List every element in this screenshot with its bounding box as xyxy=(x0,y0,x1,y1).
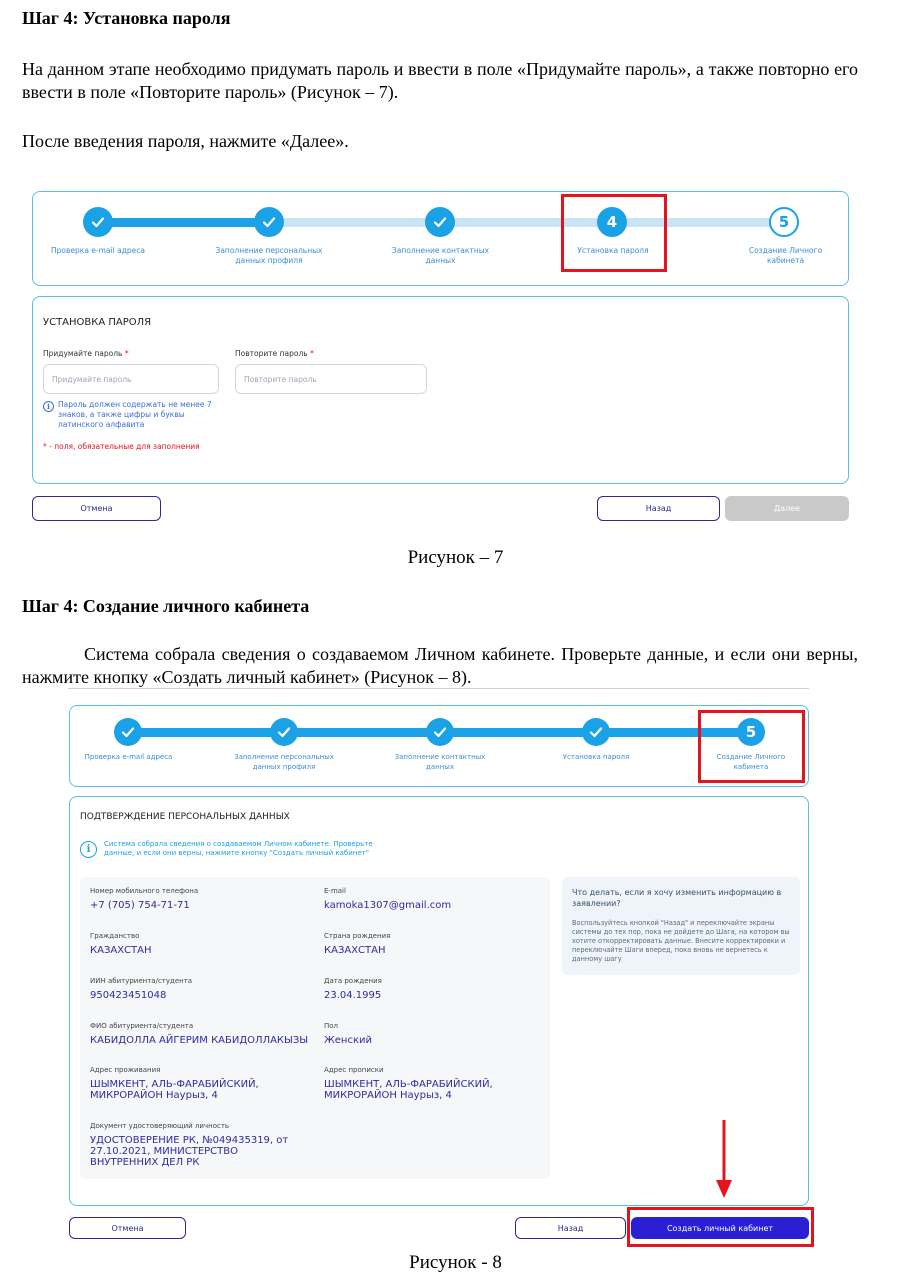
required-note: * - поля, обязательные для заполнения xyxy=(43,442,200,451)
paragraph-cabinet-intro: Система собрала сведения о создаваемом Личном кабинете. Проверьте данные, и если они верны, нажмите кнопку «Создать личный кабинет» (Рисунок – 8). xyxy=(22,644,858,687)
citizenship-value: КАЗАХСТАН xyxy=(90,945,152,956)
repeat-password-label-text: Повторите пароль xyxy=(235,349,308,358)
password-label xyxy=(43,349,129,358)
highlight-box-create xyxy=(627,1207,814,1247)
cancel-button[interactable]: Отмена xyxy=(32,496,161,521)
email-label: E-mail xyxy=(324,887,346,895)
repeat-required-mark: * xyxy=(310,349,314,358)
back-button[interactable]: Назад xyxy=(597,496,720,521)
gender-value: Женский xyxy=(324,1035,372,1046)
document-value: УДОСТОВЕРЕНИЕ РК, №049435319, от 27.10.2021, МИНИСТЕРСТВО ВНУТРЕННИХ ДЕЛ РК xyxy=(90,1135,289,1168)
step-2-check-icon xyxy=(254,207,284,237)
help-box xyxy=(562,877,800,975)
password-input[interactable]: Придумайте пароль xyxy=(43,364,219,394)
step-1-label-2: Проверка e-mail адреса xyxy=(84,753,173,761)
repeat-password-input[interactable]: Повторите пароль xyxy=(235,364,427,394)
step-4-number: 4 xyxy=(597,207,627,237)
heading-step4-password: Шаг 4: Установка пароля xyxy=(22,8,231,28)
cancel-button-2[interactable]: Отмена xyxy=(69,1217,186,1239)
phone-label: Номер мобильного телефона xyxy=(90,887,199,895)
step-3-label-2: Заполнение контактных данных xyxy=(394,753,486,771)
heading-step4-cabinet: Шаг 4: Создание личного кабинета xyxy=(22,596,310,616)
confirmation-panel xyxy=(69,796,809,1206)
step-5-number-2: 5 xyxy=(737,718,765,746)
fio-label: ФИО абитуриента/студента xyxy=(90,1022,194,1030)
password-required-mark: * xyxy=(124,349,129,358)
address-live-label: Адрес проживания xyxy=(90,1066,161,1074)
caption-figure-7: Рисунок – 7 xyxy=(407,547,504,568)
separator-line xyxy=(68,688,809,689)
confirmation-info-text: Система собрала сведения о создаваемом Личном кабинете. Проверьте данные, и если они верны, нажмите кнопку "Создать личный кабинет" xyxy=(104,840,373,857)
email-value: kamoka1307@gmail.com xyxy=(324,900,452,911)
citizenship-label: Гражданство xyxy=(90,932,140,940)
step-5-label-2: Создание Личного кабинета xyxy=(716,753,786,771)
repeat-password-label xyxy=(235,349,314,358)
document-label: Документ удостоверяющий личность xyxy=(90,1122,230,1130)
stepper-panel xyxy=(32,191,849,286)
step-4-check-icon-2 xyxy=(582,718,610,746)
step-2-check-icon-2 xyxy=(270,718,298,746)
next-button[interactable]: Далее xyxy=(725,496,849,521)
step-3-label: Заполнение контактных данных xyxy=(391,246,490,265)
step-1-check-icon xyxy=(83,207,113,237)
step-4-label: Установка пароля xyxy=(577,246,649,255)
step-3-check-icon-2 xyxy=(426,718,454,746)
paragraph-password-intro: На данном этапе необходимо придумать пароль и ввести в поле «Придумайте пароль», а также повторно его ввести в поле «Повторите пароль» (Рисунок – 7). xyxy=(22,59,858,102)
step-1-check-icon-2 xyxy=(114,718,142,746)
info-icon: i xyxy=(43,401,54,412)
step-2-label: Заполнение персональных данных профиля xyxy=(215,246,323,265)
step-4-label-2: Установка пароля xyxy=(562,753,630,761)
personal-data-box xyxy=(80,877,550,1179)
step-5-label: Создание Личного кабинета xyxy=(748,246,823,265)
step-5-number: 5 xyxy=(769,207,799,237)
confirmation-title: ПОДТВЕРЖДЕНИЕ ПЕРСОНАЛЬНЫХ ДАННЫХ xyxy=(80,812,290,822)
form-title: УСТАНОВКА ПАРОЛЯ xyxy=(43,317,152,328)
iin-value: 950423451048 xyxy=(90,990,167,1001)
paragraph-press-next: После введения пароля, нажмите «Далее». xyxy=(22,131,349,151)
highlight-box-step4 xyxy=(561,194,667,272)
stepper-track-remaining xyxy=(268,218,783,227)
password-hint: Пароль должен содержать не менее 7 знаков, а также цифры и буквы латинского алфавита xyxy=(58,400,212,429)
step-1-label: Проверка e-mail адреса xyxy=(51,246,145,255)
birth-date-value: 23.04.1995 xyxy=(324,990,382,1001)
step-2-label-2: Заполнение персональных данных профиля xyxy=(234,753,334,771)
phone-value: +7 (705) 754-71-71 xyxy=(90,900,190,911)
birth-country-value: КАЗАХСТАН xyxy=(324,945,386,956)
red-arrow-icon xyxy=(713,1118,735,1200)
caption-figure-8: Рисунок - 8 xyxy=(409,1252,502,1273)
back-button-2[interactable]: Назад xyxy=(515,1217,626,1239)
address-live-value: ШЫМКЕНТ, АЛЬ-ФАРАБИЙСКИЙ, МИКРОРАЙОН Наурыз, 4 xyxy=(90,1079,259,1101)
create-cabinet-button[interactable]: Создать личный кабинет xyxy=(631,1217,809,1239)
help-title: Что делать, если я хочу изменить информацию в заявлении? xyxy=(572,888,782,908)
info-icon-2: i xyxy=(80,841,97,858)
stepper-track-complete xyxy=(98,218,268,227)
fio-value: КАБИДОЛЛА АЙГЕРИМ КАБИДОЛЛАКЫЗЫ xyxy=(90,1035,309,1046)
birth-date-label: Дата рождения xyxy=(324,977,382,985)
highlight-box-step5 xyxy=(698,710,805,783)
address-reg-value: ШЫМКЕНТ, АЛЬ-ФАРАБИЙСКИЙ, МИКРОРАЙОН Наурыз, 4 xyxy=(324,1079,493,1101)
step-3-check-icon xyxy=(425,207,455,237)
gender-label: Пол xyxy=(324,1022,339,1030)
birth-country-label: Страна рождения xyxy=(324,932,391,940)
address-reg-label: Адрес прописки xyxy=(324,1066,384,1074)
password-form-panel xyxy=(32,296,849,484)
password-label-text: Придумайте пароль xyxy=(43,349,123,358)
iin-label: ИИН абитуриента/студента xyxy=(90,977,193,985)
help-text: Воспользуйтесь кнопкой "Назад" и переключайте экраны системы до тех пор, пока не дойдете до Шага, на котором вы хотите откорректировать данные. Внесите корректировки и переключайте Шаги вперед, пока вновь не вернетесь к данному шагу xyxy=(572,919,790,963)
